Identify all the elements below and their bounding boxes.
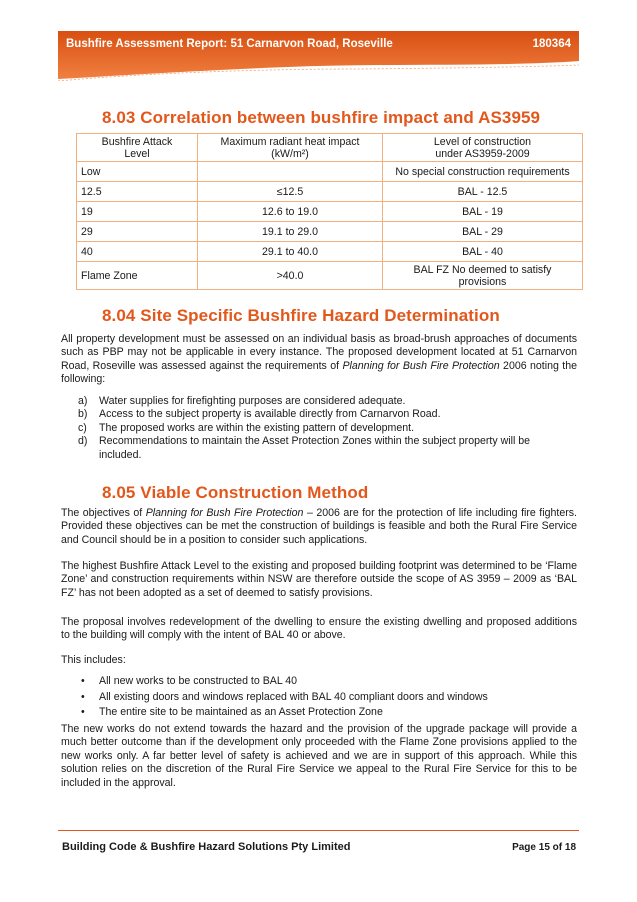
table-cell: 19 bbox=[77, 202, 198, 222]
table-header-row bbox=[77, 134, 583, 162]
section-heading-805: 8.05 Viable Construction Method bbox=[102, 483, 369, 502]
table-cell: 19.1 to 29.0 bbox=[198, 222, 383, 242]
list-label: b) bbox=[78, 408, 88, 421]
report-code: 180364 bbox=[532, 38, 571, 50]
list-text: All existing doors and windows replaced with BAL 40 compliant doors and windows bbox=[99, 690, 488, 703]
table-header-cell bbox=[383, 134, 583, 162]
list-item bbox=[78, 690, 568, 706]
bullet-icon: • bbox=[81, 690, 85, 703]
header-text: Bushfire Attack Level bbox=[101, 135, 173, 160]
table-cell: Flame Zone bbox=[77, 262, 198, 290]
section-804-intro bbox=[61, 333, 577, 387]
assessment-list bbox=[78, 395, 568, 462]
list-text: Water supplies for firefighting purposes are considered adequate. bbox=[99, 395, 406, 407]
table-row bbox=[77, 182, 583, 202]
footer-company: Building Code & Bushfire Hazard Solutions Pty Limited bbox=[62, 841, 351, 853]
section-heading-803: 8.03 Correlation between bushfire impact and AS3959 bbox=[102, 108, 541, 127]
bal-correlation-table bbox=[76, 133, 583, 290]
table-cell bbox=[383, 262, 583, 290]
table-cell: 12.5 bbox=[77, 182, 198, 202]
table-cell: 29 bbox=[77, 222, 198, 242]
para-italic: Planning for Bush Fire Protection bbox=[145, 507, 304, 519]
section-805-paragraph-5: The new works do not extend towards the hazard and the provision of the upgrade package will provide a much better outcome than if the development only proceeded with the Flame Zone provisions applied to the new works only. A far better level of safety is achieved and we are in support of this approach. While this solution relies on the discretion of the Rural Fire Service we appeal to the Rural Fire Service for this to be included in the approval. bbox=[61, 723, 577, 789]
table-cell: ≤12.5 bbox=[198, 182, 383, 202]
table-cell: BAL - 29 bbox=[383, 222, 583, 242]
section-805-paragraph-3: The proposal involves redevelopment of the dwelling to ensure the existing dwelling and proposed additions to the building will comply with the intent of BAL 40 or above. bbox=[61, 616, 577, 642]
table-cell bbox=[198, 162, 383, 182]
table-header-cell bbox=[77, 134, 198, 162]
section-805-paragraph-2: The highest Bushfire Attack Level to the existing and proposed building footprint was determined to be ‘Flame Zone’ and construction requirements within NSW are therefore outside the scope of AS 3959 – 2009 as ‘BAL FZ’ has not been adopted as a set of deemed to satisfy provisions. bbox=[61, 560, 577, 599]
table-cell: 12.6 to 19.0 bbox=[198, 202, 383, 222]
table-row bbox=[77, 242, 583, 262]
list-label: d) bbox=[78, 435, 88, 448]
list-item bbox=[78, 408, 568, 421]
table-row bbox=[77, 202, 583, 222]
list-item bbox=[78, 705, 568, 721]
section-805-paragraph-4: This includes: bbox=[61, 654, 126, 666]
table-cell: 29.1 to 40.0 bbox=[198, 242, 383, 262]
bullet-icon: • bbox=[81, 675, 85, 687]
bullet-icon: • bbox=[81, 706, 85, 718]
table-row bbox=[77, 162, 583, 182]
report-title: Bushfire Assessment Report: 51 Carnarvon Road, Roseville bbox=[66, 38, 393, 50]
list-label: a) bbox=[78, 395, 88, 407]
list-text: Access to the subject property is available directly from Carnarvon Road. bbox=[99, 408, 441, 421]
table-cell: BAL - 40 bbox=[383, 242, 583, 262]
list-item bbox=[78, 395, 568, 408]
intro-italic: Planning for Bush Fire Protection bbox=[342, 359, 500, 372]
cell-text: BAL FZ No deemed to satisfy provisions bbox=[413, 263, 552, 288]
list-text: All new works to be constructed to BAL 40 bbox=[99, 675, 298, 687]
list-text: The proposed works are within the existing pattern of development. bbox=[99, 421, 415, 434]
table-cell: >40.0 bbox=[198, 262, 383, 290]
list-item bbox=[78, 674, 568, 690]
header-text: Maximum radiant heat impact (kW/m²) bbox=[220, 135, 360, 160]
section-heading-804: 8.04 Site Specific Bushfire Hazard Determination bbox=[102, 306, 500, 325]
list-item bbox=[78, 435, 568, 462]
includes-list bbox=[78, 674, 568, 721]
table-cell: No special construction requirements bbox=[383, 162, 583, 182]
table-row bbox=[77, 262, 583, 290]
para-text: – 2006 are for the protection of life including fire fighters. Provided these objectives can be met the construction of buildings is feasible and both the Rural Fire Service and Council should be in a position to consider such applications. bbox=[61, 507, 577, 546]
intro-text: 2006 noting the following: bbox=[61, 359, 577, 386]
header-text: Level of construction under AS3959-2009 bbox=[433, 135, 532, 160]
table-header-cell bbox=[198, 134, 383, 162]
footer-divider bbox=[58, 830, 579, 831]
section-805-paragraph-1 bbox=[61, 507, 577, 547]
para-text: The objectives of bbox=[61, 507, 146, 519]
list-label: c) bbox=[78, 421, 87, 434]
list-text: The entire site to be maintained as an Asset Protection Zone bbox=[99, 706, 383, 718]
table-cell: 40 bbox=[77, 242, 198, 262]
table-cell: BAL - 19 bbox=[383, 202, 583, 222]
table-row bbox=[77, 222, 583, 242]
intro-text: All property development must be assessed on an individual basis as broad-brush approaches of documents such as PBP may not be applicable in every instance. The proposed development located at 51 Carnarvon Road, Roseville was assessed against the requirements of bbox=[61, 333, 577, 372]
list-item bbox=[78, 422, 568, 435]
table-cell: BAL - 12.5 bbox=[383, 182, 583, 202]
footer-page-number: Page 15 of 18 bbox=[512, 842, 576, 853]
table-cell: Low bbox=[77, 162, 198, 182]
list-text: Recommendations to maintain the Asset Protection Zones within the subject property will be included. bbox=[99, 435, 531, 461]
